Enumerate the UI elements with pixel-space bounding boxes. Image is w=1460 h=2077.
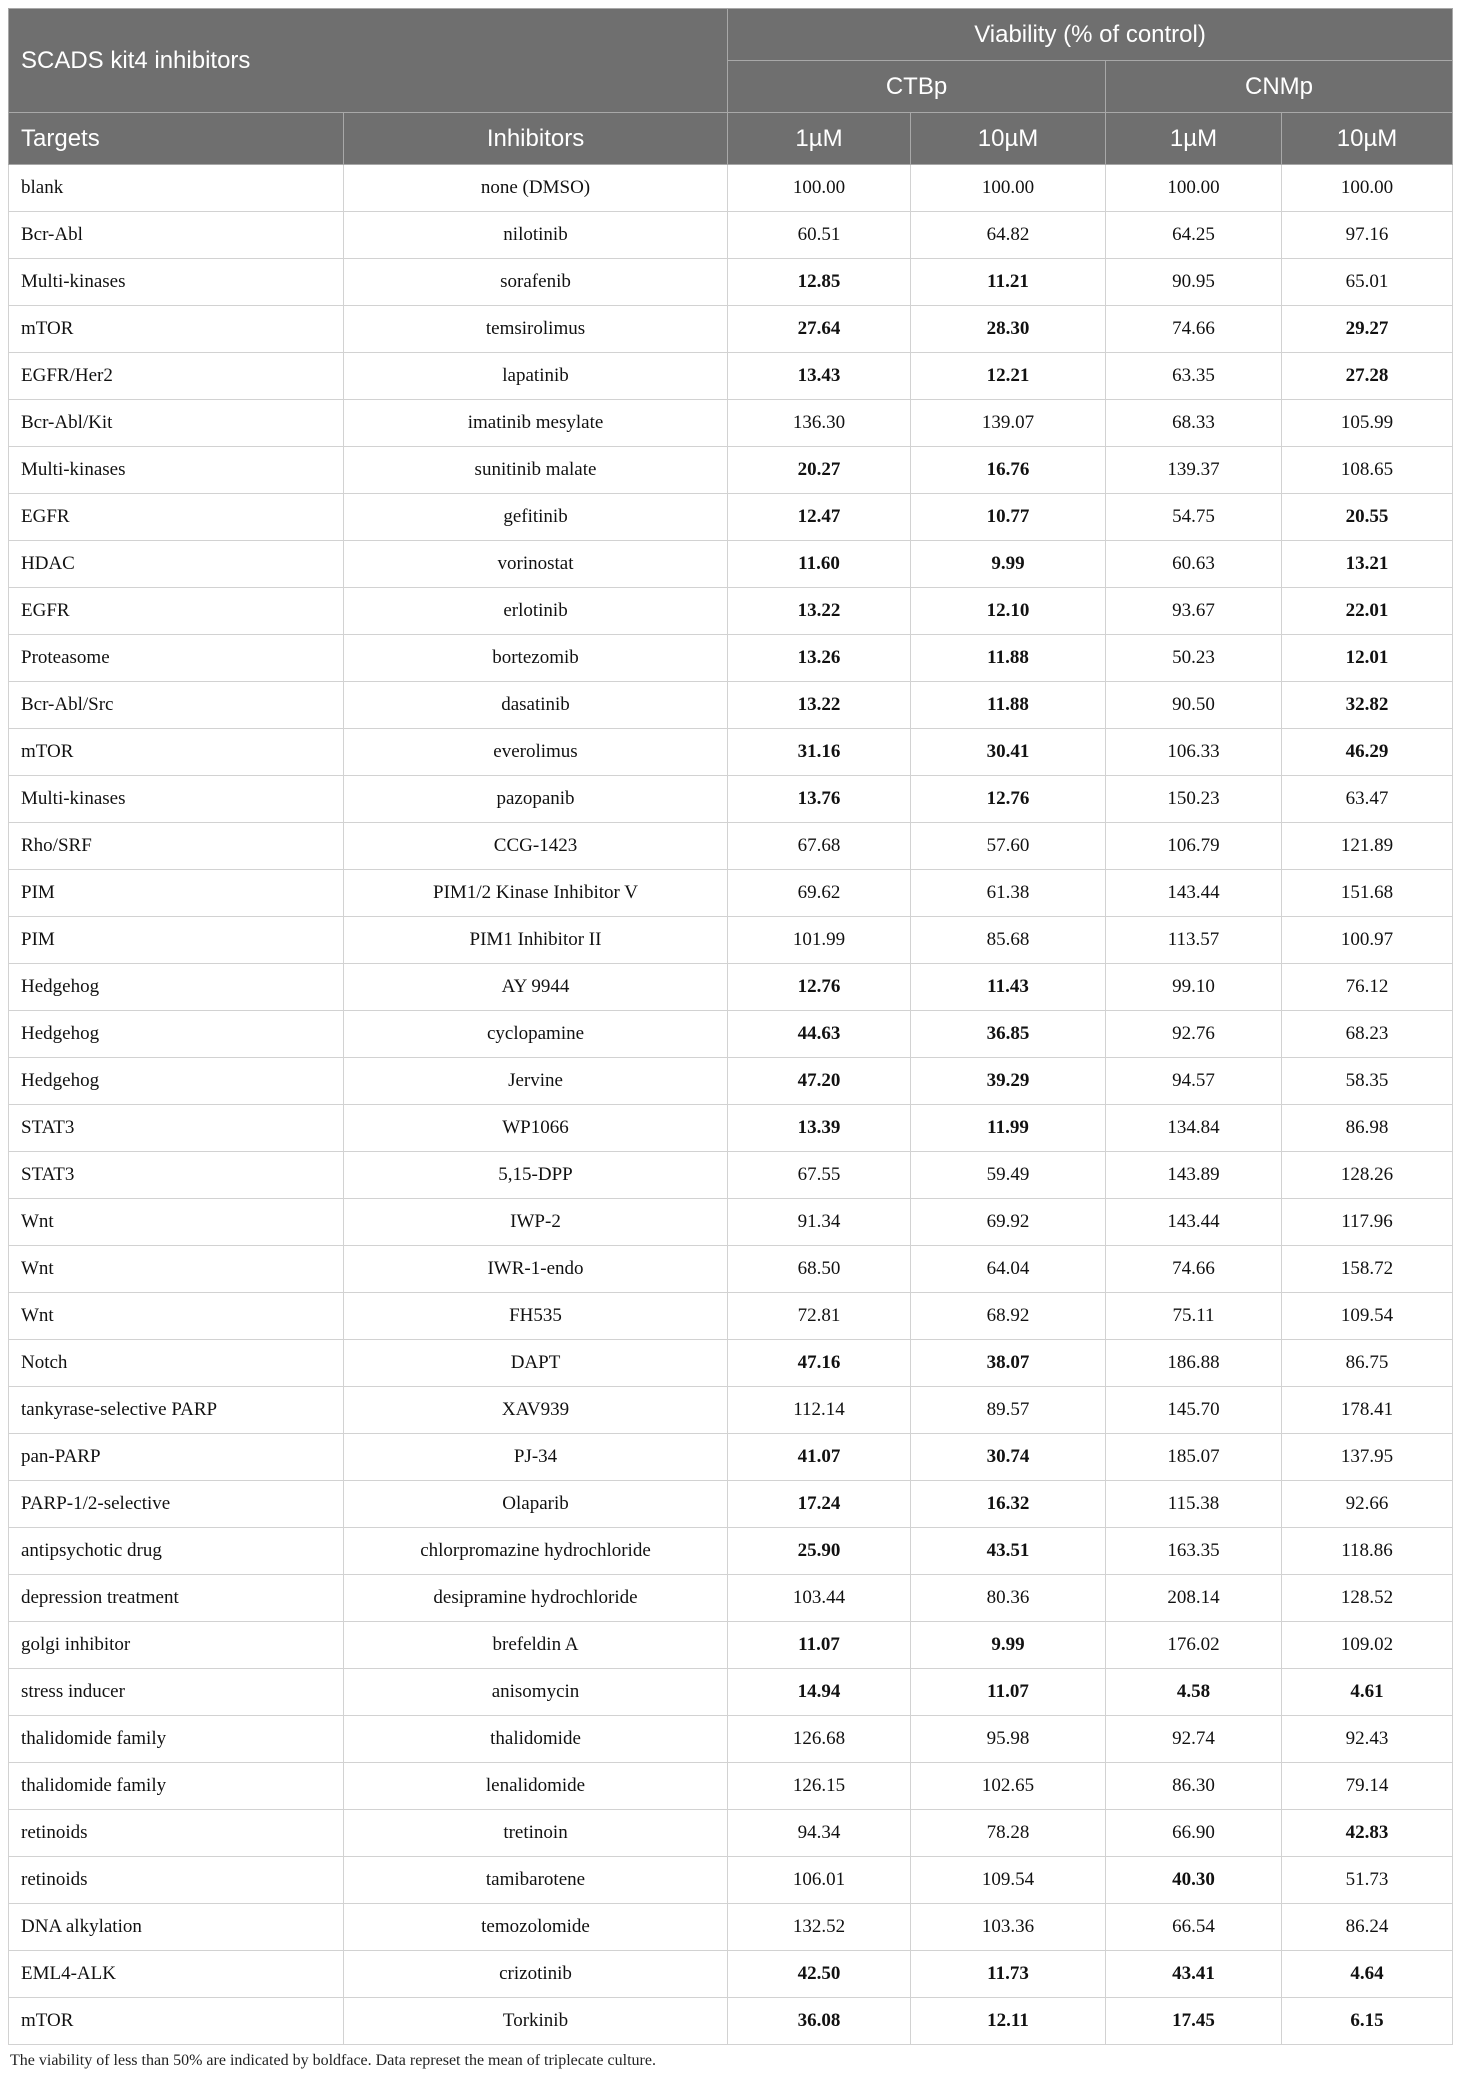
cell-ctbp-10um: 64.82 bbox=[911, 212, 1106, 259]
cell-cnmp-10um: 137.95 bbox=[1282, 1434, 1453, 1481]
cell-inhibitor: none (DMSO) bbox=[344, 165, 728, 212]
cell-ctbp-1um: 132.52 bbox=[728, 1904, 911, 1951]
table-row bbox=[9, 400, 1453, 447]
table-row bbox=[9, 682, 1453, 729]
table-row bbox=[9, 1763, 1453, 1810]
cell-ctbp-1um: 91.34 bbox=[728, 1199, 911, 1246]
cell-cnmp-10um: 109.02 bbox=[1282, 1622, 1453, 1669]
cell-target: retinoids bbox=[9, 1857, 344, 1904]
cell-inhibitor: everolimus bbox=[344, 729, 728, 776]
cell-target: antipsychotic drug bbox=[9, 1528, 344, 1575]
cell-cnmp-1um: 66.90 bbox=[1106, 1810, 1282, 1857]
cell-target: retinoids bbox=[9, 1810, 344, 1857]
cell-ctbp-1um: 67.55 bbox=[728, 1152, 911, 1199]
cell-cnmp-1um: 106.33 bbox=[1106, 729, 1282, 776]
cell-target: EGFR/Her2 bbox=[9, 353, 344, 400]
cell-cnmp-10um: 4.64 bbox=[1282, 1951, 1453, 1998]
cell-ctbp-1um: 44.63 bbox=[728, 1011, 911, 1058]
table-row bbox=[9, 870, 1453, 917]
cell-inhibitor: temsirolimus bbox=[344, 306, 728, 353]
cell-ctbp-10um: 12.11 bbox=[911, 1998, 1106, 2045]
cell-target: PIM bbox=[9, 917, 344, 964]
cell-cnmp-10um: 20.55 bbox=[1282, 494, 1453, 541]
table-row bbox=[9, 823, 1453, 870]
table-row bbox=[9, 1857, 1453, 1904]
cell-ctbp-10um: 11.99 bbox=[911, 1105, 1106, 1152]
cell-cnmp-1um: 163.35 bbox=[1106, 1528, 1282, 1575]
cell-ctbp-1um: 126.68 bbox=[728, 1716, 911, 1763]
cell-cnmp-1um: 90.50 bbox=[1106, 682, 1282, 729]
cell-target: Notch bbox=[9, 1340, 344, 1387]
cell-cnmp-10um: 22.01 bbox=[1282, 588, 1453, 635]
cell-ctbp-10um: 11.21 bbox=[911, 259, 1106, 306]
cell-cnmp-1um: 176.02 bbox=[1106, 1622, 1282, 1669]
cell-cnmp-1um: 90.95 bbox=[1106, 259, 1282, 306]
table-row bbox=[9, 729, 1453, 776]
table-row bbox=[9, 212, 1453, 259]
table-row bbox=[9, 1293, 1453, 1340]
cell-ctbp-10um: 59.49 bbox=[911, 1152, 1106, 1199]
cell-ctbp-1um: 13.39 bbox=[728, 1105, 911, 1152]
cell-inhibitor: chlorpromazine hydrochloride bbox=[344, 1528, 728, 1575]
cell-cnmp-1um: 145.70 bbox=[1106, 1387, 1282, 1434]
cell-ctbp-10um: 89.57 bbox=[911, 1387, 1106, 1434]
cell-target: Wnt bbox=[9, 1199, 344, 1246]
cell-inhibitor: PIM1 Inhibitor II bbox=[344, 917, 728, 964]
cell-target: EML4-ALK bbox=[9, 1951, 344, 1998]
cell-ctbp-10um: 57.60 bbox=[911, 823, 1106, 870]
cell-cnmp-10um: 121.89 bbox=[1282, 823, 1453, 870]
cell-target: Bcr-Abl/Kit bbox=[9, 400, 344, 447]
cell-ctbp-1um: 41.07 bbox=[728, 1434, 911, 1481]
cell-cnmp-1um: 99.10 bbox=[1106, 964, 1282, 1011]
cell-ctbp-10um: 30.41 bbox=[911, 729, 1106, 776]
cell-ctbp-10um: 61.38 bbox=[911, 870, 1106, 917]
cell-inhibitor: erlotinib bbox=[344, 588, 728, 635]
cell-ctbp-1um: 12.76 bbox=[728, 964, 911, 1011]
cell-ctbp-1um: 94.34 bbox=[728, 1810, 911, 1857]
cell-inhibitor: lenalidomide bbox=[344, 1763, 728, 1810]
cell-target: STAT3 bbox=[9, 1105, 344, 1152]
cell-ctbp-10um: 9.99 bbox=[911, 541, 1106, 588]
cell-target: stress inducer bbox=[9, 1669, 344, 1716]
cell-cnmp-10um: 109.54 bbox=[1282, 1293, 1453, 1340]
cell-ctbp-1um: 100.00 bbox=[728, 165, 911, 212]
table-row bbox=[9, 1152, 1453, 1199]
cell-ctbp-10um: 103.36 bbox=[911, 1904, 1106, 1951]
cell-cnmp-10um: 76.12 bbox=[1282, 964, 1453, 1011]
table-row bbox=[9, 1011, 1453, 1058]
cell-inhibitor: CCG-1423 bbox=[344, 823, 728, 870]
table-row bbox=[9, 1904, 1453, 1951]
cell-cnmp-1um: 115.38 bbox=[1106, 1481, 1282, 1528]
cell-ctbp-1um: 42.50 bbox=[728, 1951, 911, 1998]
cell-ctbp-1um: 68.50 bbox=[728, 1246, 911, 1293]
cell-ctbp-1um: 36.08 bbox=[728, 1998, 911, 2045]
cell-target: golgi inhibitor bbox=[9, 1622, 344, 1669]
cell-ctbp-10um: 109.54 bbox=[911, 1857, 1106, 1904]
cell-cnmp-10um: 12.01 bbox=[1282, 635, 1453, 682]
cell-cnmp-10um: 6.15 bbox=[1282, 1998, 1453, 2045]
cell-target: STAT3 bbox=[9, 1152, 344, 1199]
cell-target: DNA alkylation bbox=[9, 1904, 344, 1951]
cell-inhibitor: AY 9944 bbox=[344, 964, 728, 1011]
cell-ctbp-10um: 11.88 bbox=[911, 635, 1106, 682]
cell-inhibitor: IWR-1-endo bbox=[344, 1246, 728, 1293]
table-row bbox=[9, 1575, 1453, 1622]
cell-cnmp-1um: 150.23 bbox=[1106, 776, 1282, 823]
cell-target: depression treatment bbox=[9, 1575, 344, 1622]
cell-ctbp-10um: 39.29 bbox=[911, 1058, 1106, 1105]
cell-target: blank bbox=[9, 165, 344, 212]
cell-inhibitor: tretinoin bbox=[344, 1810, 728, 1857]
cell-inhibitor: Jervine bbox=[344, 1058, 728, 1105]
cell-inhibitor: DAPT bbox=[344, 1340, 728, 1387]
cell-inhibitor: WP1066 bbox=[344, 1105, 728, 1152]
subheader-ctbp: CTBp bbox=[728, 61, 1106, 113]
cell-target: thalidomide family bbox=[9, 1763, 344, 1810]
cell-cnmp-1um: 106.79 bbox=[1106, 823, 1282, 870]
cell-cnmp-10um: 58.35 bbox=[1282, 1058, 1453, 1105]
footnote: The viability of less than 50% are indicated by boldface. Data represet the mean of triplecate culture. bbox=[10, 2052, 656, 2069]
cell-ctbp-1um: 47.20 bbox=[728, 1058, 911, 1105]
table-row bbox=[9, 635, 1453, 682]
cell-cnmp-1um: 143.44 bbox=[1106, 1199, 1282, 1246]
cell-ctbp-1um: 11.60 bbox=[728, 541, 911, 588]
table-row bbox=[9, 776, 1453, 823]
table-row bbox=[9, 353, 1453, 400]
cell-cnmp-1um: 43.41 bbox=[1106, 1951, 1282, 1998]
cell-ctbp-1um: 13.26 bbox=[728, 635, 911, 682]
cell-inhibitor: anisomycin bbox=[344, 1669, 728, 1716]
table-row bbox=[9, 1058, 1453, 1105]
cell-target: Bcr-Abl bbox=[9, 212, 344, 259]
cell-inhibitor: imatinib mesylate bbox=[344, 400, 728, 447]
cell-inhibitor: bortezomib bbox=[344, 635, 728, 682]
cell-ctbp-10um: 16.32 bbox=[911, 1481, 1106, 1528]
table-row bbox=[9, 1246, 1453, 1293]
cell-ctbp-1um: 13.76 bbox=[728, 776, 911, 823]
cell-cnmp-10um: 32.82 bbox=[1282, 682, 1453, 729]
cell-cnmp-10um: 63.47 bbox=[1282, 776, 1453, 823]
cell-ctbp-1um: 20.27 bbox=[728, 447, 911, 494]
cell-inhibitor: tamibarotene bbox=[344, 1857, 728, 1904]
cell-cnmp-10um: 108.65 bbox=[1282, 447, 1453, 494]
cell-cnmp-1um: 74.66 bbox=[1106, 1246, 1282, 1293]
cell-ctbp-10um: 78.28 bbox=[911, 1810, 1106, 1857]
cell-cnmp-10um: 51.73 bbox=[1282, 1857, 1453, 1904]
cell-ctbp-1um: 11.07 bbox=[728, 1622, 911, 1669]
cell-ctbp-10um: 9.99 bbox=[911, 1622, 1106, 1669]
cell-ctbp-10um: 95.98 bbox=[911, 1716, 1106, 1763]
cell-cnmp-10um: 86.24 bbox=[1282, 1904, 1453, 1951]
cell-ctbp-10um: 11.07 bbox=[911, 1669, 1106, 1716]
table-row bbox=[9, 1669, 1453, 1716]
cell-target: mTOR bbox=[9, 729, 344, 776]
cell-cnmp-10um: 42.83 bbox=[1282, 1810, 1453, 1857]
cell-target: EGFR bbox=[9, 588, 344, 635]
cell-ctbp-1um: 13.43 bbox=[728, 353, 911, 400]
cell-cnmp-10um: 100.00 bbox=[1282, 165, 1453, 212]
cell-cnmp-1um: 40.30 bbox=[1106, 1857, 1282, 1904]
cell-ctbp-1um: 17.24 bbox=[728, 1481, 911, 1528]
cell-cnmp-1um: 75.11 bbox=[1106, 1293, 1282, 1340]
table-row bbox=[9, 541, 1453, 588]
cell-cnmp-1um: 134.84 bbox=[1106, 1105, 1282, 1152]
cell-cnmp-10um: 29.27 bbox=[1282, 306, 1453, 353]
table-row bbox=[9, 1716, 1453, 1763]
table-row bbox=[9, 1105, 1453, 1152]
table-row bbox=[9, 917, 1453, 964]
cell-cnmp-10um: 128.26 bbox=[1282, 1152, 1453, 1199]
cell-ctbp-1um: 25.90 bbox=[728, 1528, 911, 1575]
cell-cnmp-10um: 86.98 bbox=[1282, 1105, 1453, 1152]
cell-target: thalidomide family bbox=[9, 1716, 344, 1763]
cell-cnmp-10um: 27.28 bbox=[1282, 353, 1453, 400]
cell-inhibitor: Olaparib bbox=[344, 1481, 728, 1528]
cell-cnmp-1um: 54.75 bbox=[1106, 494, 1282, 541]
table-row bbox=[9, 494, 1453, 541]
cell-cnmp-1um: 100.00 bbox=[1106, 165, 1282, 212]
cell-ctbp-1um: 72.81 bbox=[728, 1293, 911, 1340]
table-title: SCADS kit4 inhibitors bbox=[9, 9, 728, 113]
cell-cnmp-10um: 118.86 bbox=[1282, 1528, 1453, 1575]
cell-cnmp-10um: 46.29 bbox=[1282, 729, 1453, 776]
cell-target: Hedgehog bbox=[9, 1011, 344, 1058]
cell-cnmp-1um: 66.54 bbox=[1106, 1904, 1282, 1951]
cell-cnmp-10um: 158.72 bbox=[1282, 1246, 1453, 1293]
cell-target: Bcr-Abl/Src bbox=[9, 682, 344, 729]
cell-ctbp-1um: 12.85 bbox=[728, 259, 911, 306]
cell-target: Multi-kinases bbox=[9, 259, 344, 306]
cell-inhibitor: sunitinib malate bbox=[344, 447, 728, 494]
cell-ctbp-10um: 12.21 bbox=[911, 353, 1106, 400]
cell-ctbp-10um: 12.10 bbox=[911, 588, 1106, 635]
cell-inhibitor: 5,15-DPP bbox=[344, 1152, 728, 1199]
cell-cnmp-10um: 86.75 bbox=[1282, 1340, 1453, 1387]
col-header-cnmp-1um: 1µM bbox=[1106, 113, 1282, 165]
cell-cnmp-10um: 105.99 bbox=[1282, 400, 1453, 447]
cell-ctbp-10um: 139.07 bbox=[911, 400, 1106, 447]
cell-ctbp-10um: 10.77 bbox=[911, 494, 1106, 541]
cell-cnmp-10um: 4.61 bbox=[1282, 1669, 1453, 1716]
cell-target: mTOR bbox=[9, 306, 344, 353]
table-row bbox=[9, 1199, 1453, 1246]
cell-cnmp-10um: 151.68 bbox=[1282, 870, 1453, 917]
table-row bbox=[9, 588, 1453, 635]
cell-target: tankyrase-selective PARP bbox=[9, 1387, 344, 1434]
cell-ctbp-1um: 112.14 bbox=[728, 1387, 911, 1434]
cell-cnmp-1um: 64.25 bbox=[1106, 212, 1282, 259]
cell-cnmp-10um: 92.43 bbox=[1282, 1716, 1453, 1763]
cell-ctbp-10um: 11.73 bbox=[911, 1951, 1106, 1998]
cell-target: Hedgehog bbox=[9, 1058, 344, 1105]
col-header-cnmp-10um: 10µM bbox=[1282, 113, 1453, 165]
cell-target: EGFR bbox=[9, 494, 344, 541]
cell-ctbp-10um: 102.65 bbox=[911, 1763, 1106, 1810]
cell-inhibitor: IWP-2 bbox=[344, 1199, 728, 1246]
cell-cnmp-10um: 117.96 bbox=[1282, 1199, 1453, 1246]
cell-target: mTOR bbox=[9, 1998, 344, 2045]
cell-cnmp-10um: 178.41 bbox=[1282, 1387, 1453, 1434]
cell-target: Rho/SRF bbox=[9, 823, 344, 870]
cell-target: Multi-kinases bbox=[9, 447, 344, 494]
cell-cnmp-10um: 68.23 bbox=[1282, 1011, 1453, 1058]
table-row bbox=[9, 964, 1453, 1011]
cell-ctbp-10um: 11.88 bbox=[911, 682, 1106, 729]
table-row bbox=[9, 447, 1453, 494]
col-header-ctbp-1um: 1µM bbox=[728, 113, 911, 165]
col-header-inhibitors: Inhibitors bbox=[344, 113, 728, 165]
cell-ctbp-10um: 28.30 bbox=[911, 306, 1106, 353]
cell-target: Proteasome bbox=[9, 635, 344, 682]
cell-ctbp-1um: 13.22 bbox=[728, 588, 911, 635]
cell-cnmp-10um: 92.66 bbox=[1282, 1481, 1453, 1528]
cell-cnmp-10um: 65.01 bbox=[1282, 259, 1453, 306]
cell-ctbp-10um: 38.07 bbox=[911, 1340, 1106, 1387]
cell-ctbp-1um: 47.16 bbox=[728, 1340, 911, 1387]
table-row bbox=[9, 1481, 1453, 1528]
cell-ctbp-10um: 36.85 bbox=[911, 1011, 1106, 1058]
cell-ctbp-10um: 69.92 bbox=[911, 1199, 1106, 1246]
cell-ctbp-1um: 101.99 bbox=[728, 917, 911, 964]
cell-ctbp-1um: 60.51 bbox=[728, 212, 911, 259]
cell-inhibitor: PIM1/2 Kinase Inhibitor V bbox=[344, 870, 728, 917]
cell-ctbp-1um: 12.47 bbox=[728, 494, 911, 541]
cell-ctbp-1um: 103.44 bbox=[728, 1575, 911, 1622]
cell-inhibitor: cyclopamine bbox=[344, 1011, 728, 1058]
viability-table bbox=[8, 8, 1453, 2045]
cell-ctbp-1um: 126.15 bbox=[728, 1763, 911, 1810]
table-row bbox=[9, 1810, 1453, 1857]
cell-cnmp-1um: 186.88 bbox=[1106, 1340, 1282, 1387]
table-row bbox=[9, 1622, 1453, 1669]
cell-ctbp-10um: 80.36 bbox=[911, 1575, 1106, 1622]
cell-cnmp-1um: 4.58 bbox=[1106, 1669, 1282, 1716]
cell-cnmp-1um: 17.45 bbox=[1106, 1998, 1282, 2045]
cell-target: Wnt bbox=[9, 1246, 344, 1293]
cell-inhibitor: thalidomide bbox=[344, 1716, 728, 1763]
cell-cnmp-1um: 185.07 bbox=[1106, 1434, 1282, 1481]
cell-ctbp-1um: 106.01 bbox=[728, 1857, 911, 1904]
cell-inhibitor: gefitinib bbox=[344, 494, 728, 541]
cell-inhibitor: pazopanib bbox=[344, 776, 728, 823]
cell-cnmp-1um: 143.89 bbox=[1106, 1152, 1282, 1199]
cell-ctbp-1um: 69.62 bbox=[728, 870, 911, 917]
cell-inhibitor: desipramine hydrochloride bbox=[344, 1575, 728, 1622]
cell-inhibitor: dasatinib bbox=[344, 682, 728, 729]
cell-inhibitor: crizotinib bbox=[344, 1951, 728, 1998]
cell-inhibitor: nilotinib bbox=[344, 212, 728, 259]
table-row bbox=[9, 1387, 1453, 1434]
cell-cnmp-1um: 68.33 bbox=[1106, 400, 1282, 447]
cell-cnmp-1um: 60.63 bbox=[1106, 541, 1282, 588]
cell-cnmp-1um: 208.14 bbox=[1106, 1575, 1282, 1622]
table-container bbox=[8, 8, 1452, 2070]
cell-ctbp-10um: 11.43 bbox=[911, 964, 1106, 1011]
cell-target: Hedgehog bbox=[9, 964, 344, 1011]
cell-ctbp-1um: 31.16 bbox=[728, 729, 911, 776]
cell-inhibitor: sorafenib bbox=[344, 259, 728, 306]
cell-ctbp-10um: 68.92 bbox=[911, 1293, 1106, 1340]
col-header-targets: Targets bbox=[9, 113, 344, 165]
cell-cnmp-10um: 128.52 bbox=[1282, 1575, 1453, 1622]
table-row bbox=[9, 306, 1453, 353]
table-row bbox=[9, 1998, 1453, 2045]
cell-ctbp-10um: 30.74 bbox=[911, 1434, 1106, 1481]
cell-ctbp-10um: 100.00 bbox=[911, 165, 1106, 212]
cell-cnmp-1um: 93.67 bbox=[1106, 588, 1282, 635]
cell-cnmp-10um: 79.14 bbox=[1282, 1763, 1453, 1810]
table-body bbox=[9, 165, 1453, 2045]
cell-inhibitor: brefeldin A bbox=[344, 1622, 728, 1669]
cell-target: PARP-1/2-selective bbox=[9, 1481, 344, 1528]
cell-cnmp-1um: 92.74 bbox=[1106, 1716, 1282, 1763]
subheader-cnmp: CNMp bbox=[1106, 61, 1453, 113]
cell-target: Wnt bbox=[9, 1293, 344, 1340]
cell-inhibitor: XAV939 bbox=[344, 1387, 728, 1434]
cell-inhibitor: temozolomide bbox=[344, 1904, 728, 1951]
cell-ctbp-1um: 13.22 bbox=[728, 682, 911, 729]
cell-cnmp-1um: 50.23 bbox=[1106, 635, 1282, 682]
cell-ctbp-1um: 14.94 bbox=[728, 1669, 911, 1716]
cell-ctbp-1um: 136.30 bbox=[728, 400, 911, 447]
cell-target: PIM bbox=[9, 870, 344, 917]
cell-inhibitor: PJ-34 bbox=[344, 1434, 728, 1481]
cell-cnmp-1um: 92.76 bbox=[1106, 1011, 1282, 1058]
cell-ctbp-10um: 12.76 bbox=[911, 776, 1106, 823]
table-row bbox=[9, 1528, 1453, 1575]
cell-ctbp-1um: 27.64 bbox=[728, 306, 911, 353]
cell-inhibitor: Torkinib bbox=[344, 1998, 728, 2045]
cell-ctbp-1um: 67.68 bbox=[728, 823, 911, 870]
col-header-ctbp-10um: 10µM bbox=[911, 113, 1106, 165]
cell-inhibitor: vorinostat bbox=[344, 541, 728, 588]
cell-target: HDAC bbox=[9, 541, 344, 588]
cell-inhibitor: FH535 bbox=[344, 1293, 728, 1340]
cell-inhibitor: lapatinib bbox=[344, 353, 728, 400]
cell-ctbp-10um: 64.04 bbox=[911, 1246, 1106, 1293]
cell-cnmp-1um: 143.44 bbox=[1106, 870, 1282, 917]
table-row bbox=[9, 165, 1453, 212]
cell-cnmp-10um: 13.21 bbox=[1282, 541, 1453, 588]
cell-cnmp-10um: 100.97 bbox=[1282, 917, 1453, 964]
cell-ctbp-10um: 16.76 bbox=[911, 447, 1106, 494]
cell-ctbp-10um: 85.68 bbox=[911, 917, 1106, 964]
cell-cnmp-1um: 94.57 bbox=[1106, 1058, 1282, 1105]
cell-cnmp-1um: 63.35 bbox=[1106, 353, 1282, 400]
cell-cnmp-10um: 97.16 bbox=[1282, 212, 1453, 259]
cell-ctbp-10um: 43.51 bbox=[911, 1528, 1106, 1575]
cell-cnmp-1um: 86.30 bbox=[1106, 1763, 1282, 1810]
group-title: Viability (% of control) bbox=[728, 9, 1453, 61]
table-row bbox=[9, 259, 1453, 306]
cell-cnmp-1um: 113.57 bbox=[1106, 917, 1282, 964]
cell-target: Multi-kinases bbox=[9, 776, 344, 823]
cell-target: pan-PARP bbox=[9, 1434, 344, 1481]
cell-cnmp-1um: 139.37 bbox=[1106, 447, 1282, 494]
table-row bbox=[9, 1434, 1453, 1481]
cell-cnmp-1um: 74.66 bbox=[1106, 306, 1282, 353]
table-row bbox=[9, 1951, 1453, 1998]
table-row bbox=[9, 1340, 1453, 1387]
